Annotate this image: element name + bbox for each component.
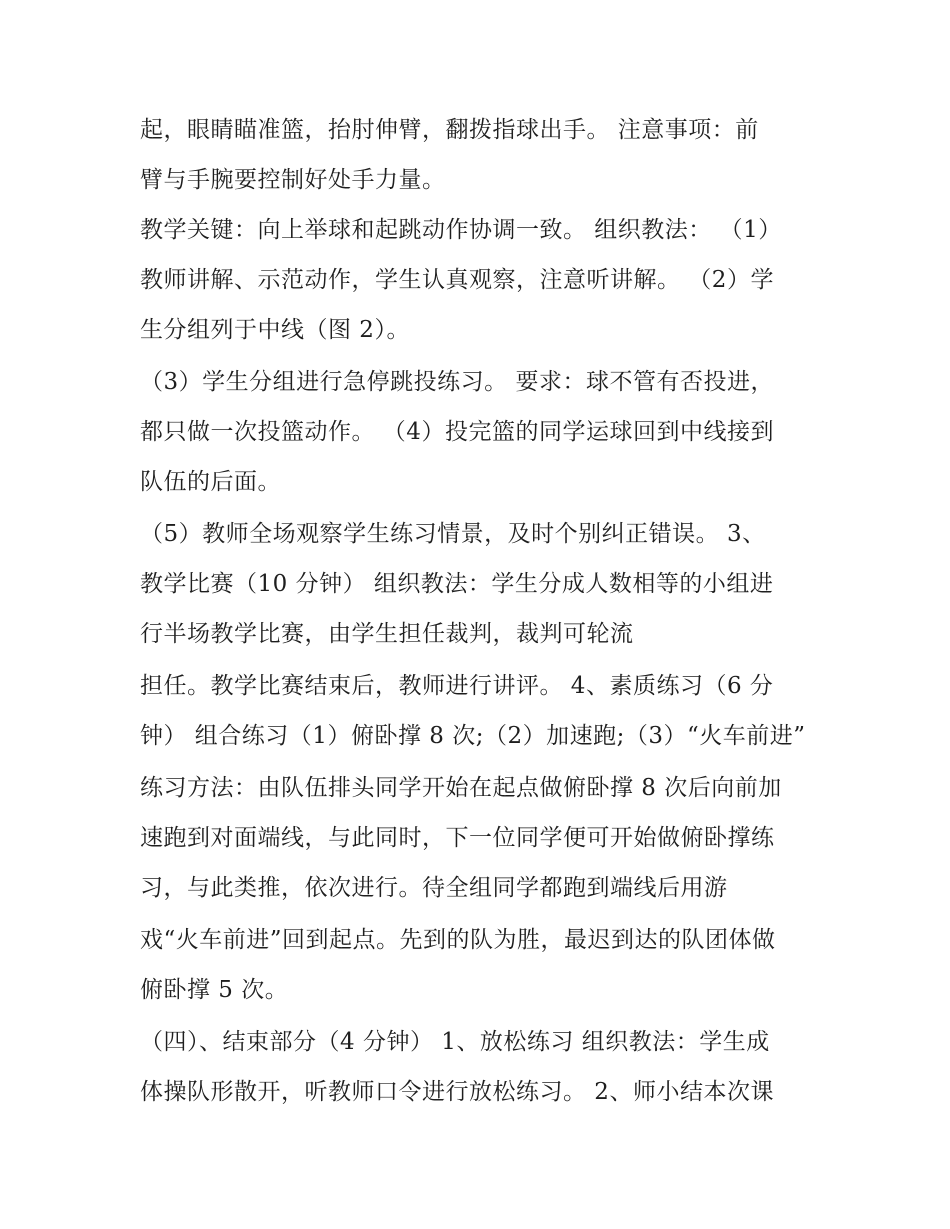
text-line: 臂与手腕要控制好处手力量。 xyxy=(140,167,446,193)
text-line: 起，眼睛瞄准篮，抬肘伸臂，翻拨指球出手。 注意事项：前 xyxy=(140,117,759,143)
text-line: 队伍的后面。 xyxy=(140,469,281,495)
text-line: 钟） 组合练习（1）俯卧撑 8 次;（2）加速跑;（3）“火车前进” xyxy=(140,723,806,749)
text-line: （四）、结束部分（4 分钟） 1、放松练习 组织教法：学生成 xyxy=(140,1029,770,1055)
text-line: 行半场教学比赛，由学生担任裁判，裁判可轮流 xyxy=(140,621,634,647)
text-line: 都只做一次投篮动作。 （4）投完篮的同学运球回到中线接到 xyxy=(140,419,774,445)
text-line: 习，与此类推，依次进行。待全组同学都跑到端线后用游 xyxy=(140,875,728,901)
text-line: 戏“火车前进”回到起点。先到的队为胜，最迟到达的队团体做 xyxy=(140,927,776,953)
text-line: 教学关键：向上举球和起跳动作协调一致。 组织教法： （1） xyxy=(140,217,782,243)
text-line: 担任。教学比赛结束后，教师进行讲评。 4、素质练习（6 分 xyxy=(140,673,774,699)
text-line: 练习方法：由队伍排头同学开始在起点做俯卧撑 8 次后向前加 xyxy=(140,775,782,801)
text-line: 俯卧撑 5 次。 xyxy=(140,977,289,1003)
text-line: 速跑到对面端线，与此同时，下一位同学便可开始做俯卧撑练 xyxy=(140,825,775,851)
text-line: 体操队形散开，听教师口令进行放松练习。 2、师小结本次课 xyxy=(140,1079,774,1105)
text-line: 生分组列于中线（图 2）。 xyxy=(140,317,410,343)
text-line: 教学比赛（10 分钟） 组织教法：学生分成人数相等的小组进 xyxy=(140,571,774,597)
text-line: 教师讲解、示范动作，学生认真观察，注意听讲解。 （2）学 xyxy=(140,267,774,293)
text-line: （5）教师全场观察学生练习情景，及时个别纠正错误。 3、 xyxy=(140,521,766,547)
text-line: （3）学生分组进行急停跳投练习。 要求：球不管有否投进， xyxy=(140,369,774,395)
